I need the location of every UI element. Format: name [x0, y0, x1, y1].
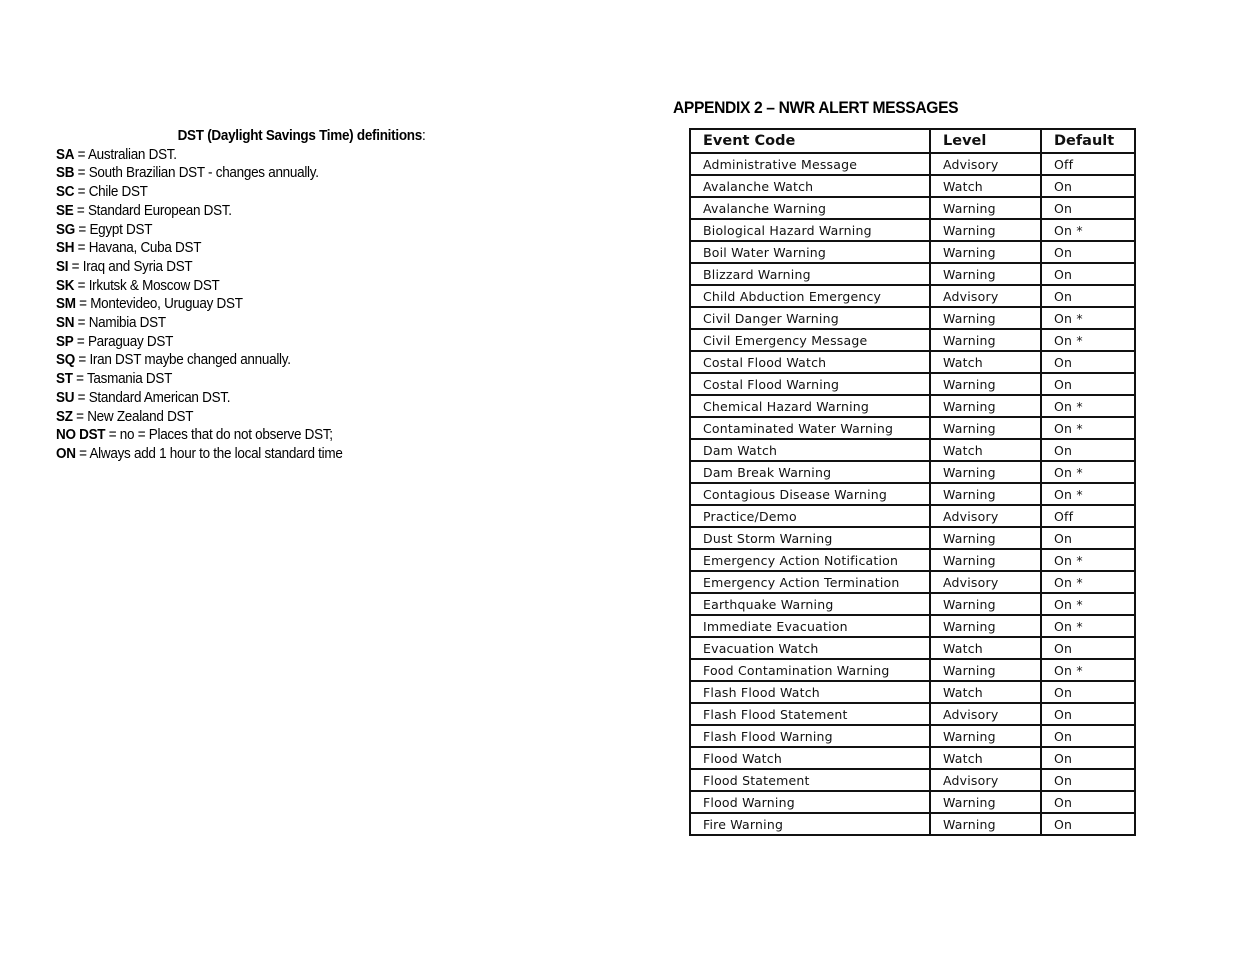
default-cell: On — [1041, 285, 1135, 307]
event-code-cell: Flash Flood Statement — [690, 703, 930, 725]
level-cell: Warning — [930, 263, 1041, 285]
dst-definition-line — [56, 445, 540, 464]
level-cell: Watch — [930, 637, 1041, 659]
dst-code: SP — [56, 333, 74, 350]
dst-code: SB — [56, 165, 75, 182]
default-cell: Off — [1041, 505, 1135, 527]
default-cell: On — [1041, 725, 1135, 747]
dst-definition-line — [56, 351, 540, 370]
level-cell: Warning — [930, 813, 1041, 835]
event-code-cell: Flood Warning — [690, 791, 930, 813]
default-cell: On * — [1041, 219, 1135, 241]
table-row — [690, 197, 1135, 219]
dst-code: SQ — [56, 352, 75, 369]
event-code-cell: Flood Watch — [690, 747, 930, 769]
dst-description: = Standard European DST. — [73, 202, 232, 219]
dst-description: = Chile DST — [74, 184, 148, 201]
event-code-cell: Avalanche Warning — [690, 197, 930, 219]
default-cell: On * — [1041, 483, 1135, 505]
dst-definition-line — [56, 239, 540, 258]
table-row — [690, 461, 1135, 483]
dst-definition-line — [56, 295, 540, 314]
level-cell: Warning — [930, 593, 1041, 615]
event-code-cell: Chemical Hazard Warning — [690, 395, 930, 417]
level-cell: Warning — [930, 791, 1041, 813]
level-cell: Warning — [930, 373, 1041, 395]
table-row — [690, 417, 1135, 439]
table-row — [690, 307, 1135, 329]
event-code-cell: Fire Warning — [690, 813, 930, 835]
table-row — [690, 175, 1135, 197]
dst-description: = no = Places that do not observe DST; — [105, 427, 333, 444]
dst-code: SG — [56, 221, 75, 238]
dst-list — [56, 146, 540, 464]
default-cell: On — [1041, 813, 1135, 835]
level-cell: Warning — [930, 461, 1041, 483]
dst-description: = Iraq and Syria DST — [68, 258, 193, 275]
dst-description: = Standard American DST. — [74, 389, 231, 406]
level-cell: Advisory — [930, 505, 1041, 527]
dst-definition-line — [56, 370, 540, 389]
event-code-cell: Flood Statement — [690, 769, 930, 791]
level-cell: Warning — [930, 725, 1041, 747]
dst-heading-text: DST (Daylight Savings Time) definitions — [177, 128, 422, 144]
dst-description: = Montevideo, Uruguay DST — [75, 296, 243, 313]
event-code-cell: Food Contamination Warning — [690, 659, 930, 681]
dst-definition-line — [56, 426, 540, 445]
dst-heading — [56, 127, 493, 146]
default-cell: On — [1041, 769, 1135, 791]
dst-heading-colon: : — [421, 128, 426, 144]
event-code-cell: Immediate Evacuation — [690, 615, 930, 637]
dst-description: = Iran DST maybe changed annually. — [74, 352, 291, 369]
event-code-cell: Costal Flood Watch — [690, 351, 930, 373]
level-cell: Warning — [930, 197, 1041, 219]
level-cell: Watch — [930, 439, 1041, 461]
table-row — [690, 615, 1135, 637]
dst-definition-line — [56, 277, 540, 296]
default-cell: On * — [1041, 659, 1135, 681]
dst-definition-line — [56, 164, 540, 183]
level-cell: Advisory — [930, 285, 1041, 307]
table-row — [690, 483, 1135, 505]
default-cell: On — [1041, 791, 1135, 813]
dst-definition-line — [56, 389, 540, 408]
event-code-cell: Emergency Action Termination — [690, 571, 930, 593]
event-code-cell: Flash Flood Watch — [690, 681, 930, 703]
dst-code: ON — [56, 445, 76, 462]
dst-definitions — [56, 127, 540, 464]
level-cell: Warning — [930, 307, 1041, 329]
event-code-cell: Boil Water Warning — [690, 241, 930, 263]
table-row — [690, 241, 1135, 263]
default-cell: On * — [1041, 461, 1135, 483]
table-row — [690, 285, 1135, 307]
default-cell: On — [1041, 175, 1135, 197]
table-row — [690, 549, 1135, 571]
table-row — [690, 593, 1135, 615]
table-row — [690, 571, 1135, 593]
dst-code: SZ — [56, 408, 73, 425]
event-code-cell: Child Abduction Emergency — [690, 285, 930, 307]
dst-definition-line — [56, 258, 540, 277]
dst-description: = Australian DST. — [74, 146, 177, 163]
table-row — [690, 725, 1135, 747]
dst-definition-line — [56, 183, 540, 202]
appendix-title: APPENDIX 2 – NWR ALERT MESSAGES — [673, 98, 959, 117]
event-code-cell: Avalanche Watch — [690, 175, 930, 197]
table-row — [690, 219, 1135, 241]
table-row — [690, 505, 1135, 527]
level-cell: Advisory — [930, 769, 1041, 791]
level-cell: Watch — [930, 351, 1041, 373]
dst-description: = Paraguay DST — [73, 333, 174, 350]
dst-code: SA — [56, 146, 75, 163]
default-cell: On * — [1041, 593, 1135, 615]
dst-description: = Tasmania DST — [72, 371, 173, 388]
event-code-cell: Civil Emergency Message — [690, 329, 930, 351]
header-default: Default — [1041, 129, 1135, 153]
default-cell: On — [1041, 747, 1135, 769]
table-row — [690, 263, 1135, 285]
event-code-cell: Dust Storm Warning — [690, 527, 930, 549]
table-row — [690, 637, 1135, 659]
dst-description: = Always add 1 hour to the local standard time — [75, 445, 343, 462]
level-cell: Advisory — [930, 153, 1041, 175]
dst-code: SM — [56, 296, 76, 313]
dst-description: = Havana, Cuba DST — [74, 240, 202, 257]
alert-messages-table — [689, 128, 1136, 836]
header-level: Level — [930, 129, 1041, 153]
table-row — [690, 329, 1135, 351]
level-cell: Warning — [930, 483, 1041, 505]
default-cell: On * — [1041, 571, 1135, 593]
event-code-cell: Dam Break Warning — [690, 461, 930, 483]
default-cell: On * — [1041, 395, 1135, 417]
level-cell: Advisory — [930, 571, 1041, 593]
table-row — [690, 703, 1135, 725]
default-cell: On — [1041, 263, 1135, 285]
table-row — [690, 747, 1135, 769]
level-cell: Warning — [930, 527, 1041, 549]
default-cell: On — [1041, 681, 1135, 703]
level-cell: Warning — [930, 549, 1041, 571]
dst-description: = Namibia DST — [74, 315, 166, 332]
dst-description: = Egypt DST — [74, 221, 153, 238]
level-cell: Watch — [930, 747, 1041, 769]
dst-code: SE — [56, 202, 74, 219]
level-cell: Watch — [930, 681, 1041, 703]
level-cell: Warning — [930, 241, 1041, 263]
event-code-cell: Administrative Message — [690, 153, 930, 175]
dst-definition-line — [56, 408, 540, 427]
default-cell: On — [1041, 351, 1135, 373]
table-row — [690, 439, 1135, 461]
level-cell: Warning — [930, 615, 1041, 637]
dst-code: ST — [56, 371, 73, 388]
default-cell: On * — [1041, 615, 1135, 637]
dst-code: SN — [56, 315, 75, 332]
dst-code: SU — [56, 389, 75, 406]
event-code-cell: Flash Flood Warning — [690, 725, 930, 747]
dst-code: SH — [56, 240, 75, 257]
level-cell: Watch — [930, 175, 1041, 197]
event-code-cell: Earthquake Warning — [690, 593, 930, 615]
dst-definition-line — [56, 146, 540, 165]
default-cell: On — [1041, 439, 1135, 461]
table-header-row — [690, 129, 1135, 153]
default-cell: On — [1041, 241, 1135, 263]
event-code-cell: Costal Flood Warning — [690, 373, 930, 395]
dst-definition-line — [56, 202, 540, 221]
table-row — [690, 395, 1135, 417]
dst-code: NO DST — [56, 427, 106, 444]
level-cell: Warning — [930, 219, 1041, 241]
table-row — [690, 153, 1135, 175]
table-row — [690, 351, 1135, 373]
default-cell: On * — [1041, 307, 1135, 329]
table-row — [690, 527, 1135, 549]
default-cell: Off — [1041, 153, 1135, 175]
table-body — [690, 153, 1135, 835]
event-code-cell: Civil Danger Warning — [690, 307, 930, 329]
table-row — [690, 791, 1135, 813]
dst-code: SK — [56, 277, 75, 294]
table-row — [690, 813, 1135, 835]
event-code-cell: Blizzard Warning — [690, 263, 930, 285]
table-row — [690, 373, 1135, 395]
default-cell: On — [1041, 373, 1135, 395]
default-cell: On — [1041, 197, 1135, 219]
dst-description: = Irkutsk & Moscow DST — [74, 277, 220, 294]
dst-code: SI — [56, 258, 69, 275]
default-cell: On * — [1041, 549, 1135, 571]
table-row — [690, 769, 1135, 791]
event-code-cell: Contaminated Water Warning — [690, 417, 930, 439]
event-code-cell: Practice/Demo — [690, 505, 930, 527]
dst-description: = New Zealand DST — [72, 408, 194, 425]
default-cell: On * — [1041, 329, 1135, 351]
dst-definition-line — [56, 333, 540, 352]
dst-definition-line — [56, 221, 540, 240]
dst-description: = South Brazilian DST - changes annually. — [74, 165, 319, 182]
event-code-cell: Biological Hazard Warning — [690, 219, 930, 241]
header-event-code: Event Code — [690, 129, 930, 153]
default-cell: On * — [1041, 417, 1135, 439]
event-code-cell: Contagious Disease Warning — [690, 483, 930, 505]
event-code-cell: Dam Watch — [690, 439, 930, 461]
dst-definition-line — [56, 314, 540, 333]
level-cell: Warning — [930, 329, 1041, 351]
level-cell: Warning — [930, 659, 1041, 681]
level-cell: Advisory — [930, 703, 1041, 725]
level-cell: Warning — [930, 417, 1041, 439]
event-code-cell: Emergency Action Notification — [690, 549, 930, 571]
default-cell: On — [1041, 637, 1135, 659]
table-row — [690, 681, 1135, 703]
event-code-cell: Evacuation Watch — [690, 637, 930, 659]
level-cell: Warning — [930, 395, 1041, 417]
default-cell: On — [1041, 703, 1135, 725]
default-cell: On — [1041, 527, 1135, 549]
dst-code: SC — [56, 184, 75, 201]
table-row — [690, 659, 1135, 681]
